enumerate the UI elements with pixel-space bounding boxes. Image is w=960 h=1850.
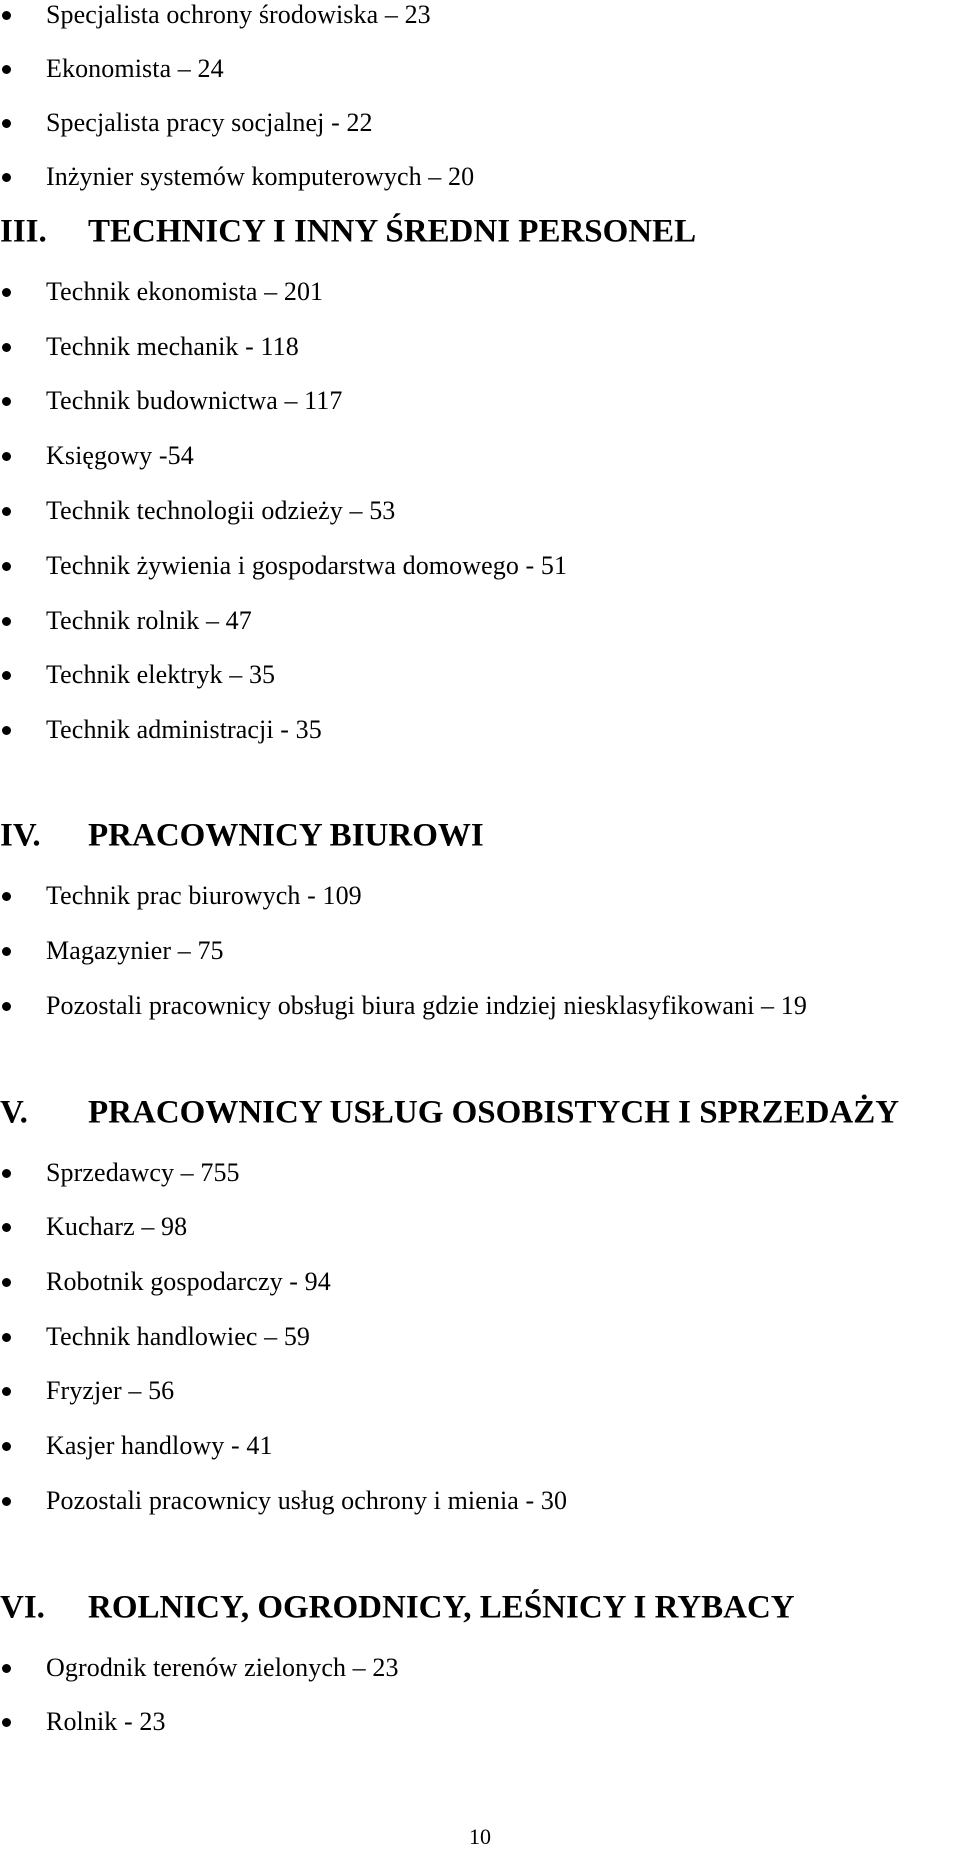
list-item-text: Technik technologii odzieży – 53 xyxy=(46,496,396,525)
list-item xyxy=(0,1153,960,1193)
section-title: PRACOWNICY USŁUG OSOBISTYCH I SPRZEDAŻY xyxy=(88,1094,900,1131)
list-item-text: Kucharz – 98 xyxy=(46,1212,188,1241)
list-item-text: Kasjer handlowy - 41 xyxy=(46,1431,273,1460)
bullet-icon xyxy=(2,65,11,74)
list-item xyxy=(0,1702,960,1742)
list-item-text: Magazynier – 75 xyxy=(46,936,224,965)
bullet-icon xyxy=(2,452,11,461)
bullet-icon xyxy=(2,671,11,680)
list-item xyxy=(0,381,960,421)
bullet-icon xyxy=(2,1387,11,1396)
list-item xyxy=(0,546,960,586)
bullet-icon xyxy=(2,11,11,20)
list-item-text: Technik prac biurowych - 109 xyxy=(46,881,362,910)
section-title: ROLNICY, OGRODNICY, LEŚNICY I RYBACY xyxy=(88,1589,795,1626)
list-item-text: Sprzedawcy – 755 xyxy=(46,1158,240,1187)
bullet-icon xyxy=(2,507,11,516)
list-item-text: Specjalista ochrony środowiska – 23 xyxy=(46,0,431,29)
list-item xyxy=(0,0,960,35)
bullet-icon xyxy=(2,892,11,901)
list-item xyxy=(0,327,960,367)
list-item xyxy=(0,1207,960,1247)
list-item-text: Technik ekonomista – 201 xyxy=(46,277,324,306)
section-heading xyxy=(0,1093,960,1133)
bullet-icon xyxy=(2,562,11,571)
list-item-text: Technik budownictwa – 117 xyxy=(46,386,343,415)
list-item-text: Technik mechanik - 118 xyxy=(46,332,299,361)
section-numeral: V. xyxy=(0,1094,28,1131)
section-numeral: VI. xyxy=(0,1589,45,1626)
section-heading xyxy=(0,816,960,856)
list-item xyxy=(0,49,960,89)
list-item-text: Technik elektryk – 35 xyxy=(46,660,276,689)
list-item xyxy=(0,1648,960,1688)
page-number: 10 xyxy=(469,1824,491,1849)
bullet-icon xyxy=(2,1333,11,1342)
list-item-text: Rolnik - 23 xyxy=(46,1707,166,1736)
list-item-text: Specjalista pracy socjalnej - 22 xyxy=(46,108,373,137)
list-item xyxy=(0,601,960,641)
bullet-icon xyxy=(2,1497,11,1506)
list-item xyxy=(0,103,960,143)
bullet-icon xyxy=(2,1278,11,1287)
section-numeral: IV. xyxy=(0,817,41,854)
list-item-text: Technik handlowiec – 59 xyxy=(46,1322,311,1351)
list-item xyxy=(0,1371,960,1411)
list-item-text: Ekonomista – 24 xyxy=(46,54,224,83)
bullet-icon xyxy=(2,1169,11,1178)
list-item-text: Pozostali pracownicy obsługi biura gdzie indziej niesklasyfikowani – 19 xyxy=(46,991,807,1020)
bullet-icon xyxy=(2,617,11,626)
bullet-icon xyxy=(2,397,11,406)
list-item xyxy=(0,710,960,750)
list-item xyxy=(0,157,960,197)
list-item xyxy=(0,436,960,476)
section-heading xyxy=(0,1588,960,1628)
list-item xyxy=(0,986,960,1026)
section-title: PRACOWNICY BIUROWI xyxy=(88,817,484,854)
list-item xyxy=(0,272,960,312)
list-item xyxy=(0,1426,960,1466)
section-numeral: III. xyxy=(0,213,47,250)
list-item-text: Technik rolnik – 47 xyxy=(46,606,252,635)
bullet-icon xyxy=(2,343,11,352)
bullet-icon xyxy=(2,1718,11,1727)
bullet-icon xyxy=(2,1002,11,1011)
list-item-text: Fryzjer – 56 xyxy=(46,1376,175,1405)
bullet-icon xyxy=(2,1664,11,1673)
list-item xyxy=(0,931,960,971)
bullet-icon xyxy=(2,173,11,182)
list-item-text: Inżynier systemów komputerowych – 20 xyxy=(46,162,475,191)
list-item-text: Robotnik gospodarczy - 94 xyxy=(46,1267,331,1296)
bullet-icon xyxy=(2,726,11,735)
list-item-text: Technik administracji - 35 xyxy=(46,715,322,744)
section-title: TECHNICY I INNY ŚREDNI PERSONEL xyxy=(88,213,697,250)
bullet-icon xyxy=(2,947,11,956)
list-item-text: Ogrodnik terenów zielonych – 23 xyxy=(46,1653,399,1682)
list-item xyxy=(0,491,960,531)
list-item-text: Pozostali pracownicy usług ochrony i mienia - 30 xyxy=(46,1486,568,1515)
list-item xyxy=(0,876,960,916)
list-item-text: Technik żywienia i gospodarstwa domowego - 51 xyxy=(46,551,568,580)
bullet-icon xyxy=(2,1442,11,1451)
list-item xyxy=(0,1262,960,1302)
bullet-icon xyxy=(2,119,11,128)
bullet-icon xyxy=(2,288,11,297)
list-item-text: Księgowy -54 xyxy=(46,441,194,470)
list-item xyxy=(0,655,960,695)
list-item xyxy=(0,1481,960,1521)
section-heading xyxy=(0,212,960,252)
bullet-icon xyxy=(2,1223,11,1232)
list-item xyxy=(0,1317,960,1357)
